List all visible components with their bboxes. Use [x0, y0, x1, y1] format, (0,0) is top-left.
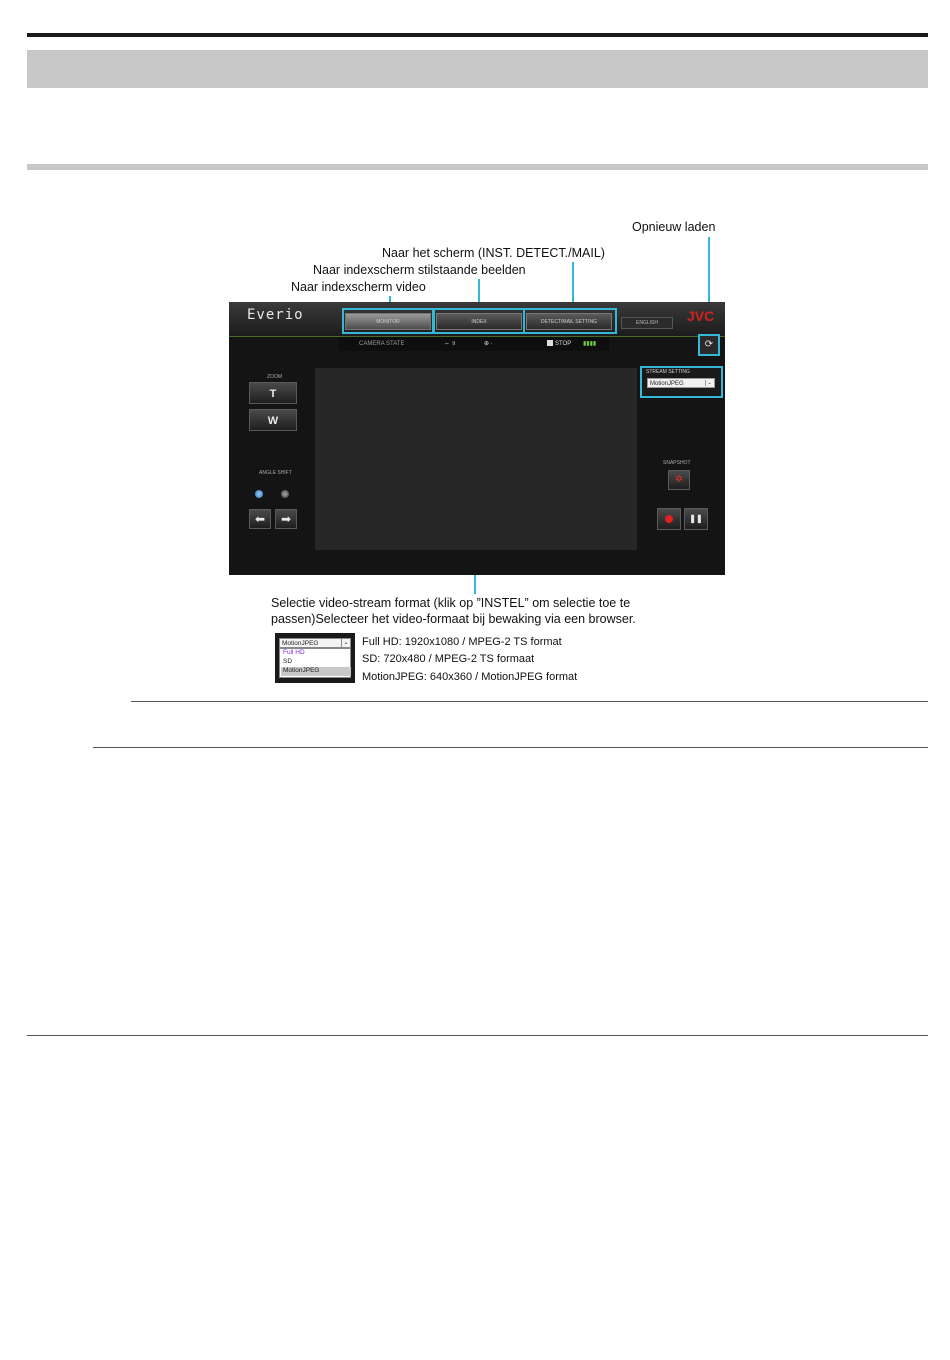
signal-icon: ▮▮▮▮ — [583, 341, 597, 347]
format-desc-motionjpeg: MotionJPEG: 640x360 / MotionJPEG format — [362, 671, 578, 683]
monitor-screenshot — [229, 302, 725, 575]
tab-index[interactable]: INDEX — [436, 313, 522, 330]
highlight-detect — [523, 308, 617, 334]
angle-indicator-active[interactable] — [255, 490, 263, 498]
stream-setting-panel — [640, 366, 723, 398]
subsection-rule — [27, 164, 928, 170]
format-desc-sd: SD: 720x480 / MPEG-2 TS formaat — [362, 653, 535, 665]
record-button[interactable] — [657, 508, 681, 530]
separator-1 — [131, 701, 928, 702]
separator-2 — [93, 747, 928, 748]
record-icon — [665, 515, 673, 523]
stop-indicator: STOP — [547, 337, 571, 351]
angle-indicator-inactive[interactable] — [281, 490, 289, 498]
arrow-left-icon[interactable]: ⬅ — [249, 509, 271, 529]
zoom-wide-button[interactable]: W — [249, 409, 297, 431]
chevron-down-icon: ⌄ — [705, 380, 713, 386]
zoom-label: ZOOM — [267, 374, 282, 380]
snapshot-button[interactable]: ✲ — [668, 470, 690, 490]
callout-index-video: Naar indexscherm video — [291, 280, 426, 294]
format-dropdown-value: MotionJPEG — [282, 640, 319, 647]
angle-shift-panel — [247, 470, 299, 532]
tab-monitor[interactable]: MONITOR — [345, 313, 431, 330]
highlight-index — [433, 308, 525, 334]
callout-reload: Opnieuw laden — [632, 220, 716, 234]
camera-state-label: CAMERA STATE — [359, 341, 405, 347]
format-dropdown-sample — [275, 633, 355, 683]
format-dropdown-select[interactable] — [279, 638, 351, 648]
everio-logo: Everio — [247, 307, 304, 323]
callout-index-stills: Naar indexscherm stilstaande beelden — [313, 263, 526, 277]
tab-detect-mail-setting[interactable]: DETECT/MAIL SETTING — [526, 313, 612, 330]
reload-icon[interactable]: ⟳ — [698, 334, 720, 356]
format-dropdown-list — [279, 648, 351, 678]
chevron-down-icon: ⌄ — [341, 639, 350, 647]
format-desc-full-hd: Full HD: 1920x1080 / MPEG-2 TS format — [362, 636, 562, 648]
stream-format-value: MotionJPEG — [650, 381, 684, 387]
highlight-monitor — [342, 308, 434, 334]
zoom-icon: ⊕ · — [484, 341, 493, 347]
zoom-tele-button[interactable]: T — [249, 382, 297, 404]
pan-icon: ⇔ ॥ — [444, 341, 456, 347]
video-preview — [315, 368, 637, 550]
pause-button[interactable]: ❚❚ — [684, 508, 708, 530]
callout-detect-screen: Naar het scherm (INST. DETECT./MAIL) — [382, 246, 605, 260]
stream-caption-line-1: Selectie video-stream format (klik op ”INSTEL” om selectie toe te — [271, 596, 631, 610]
snapshot-label: SNAPSHOT — [663, 460, 691, 466]
dropdown-option-motionjpeg[interactable]: MotionJPEG — [281, 667, 351, 676]
dropdown-option-sd[interactable]: SD — [283, 658, 293, 665]
dropdown-option-full-hd[interactable]: Full HD — [283, 649, 305, 656]
section-header-band — [27, 50, 928, 88]
status-bar — [339, 337, 609, 351]
stream-format-select[interactable] — [647, 378, 715, 388]
arrow-right-icon[interactable]: ➡ — [275, 509, 297, 529]
stream-caption-line-2: passen)Selecteer het video-formaat bij bewaking via een browser. — [271, 612, 636, 626]
top-rule — [27, 33, 928, 37]
language-selector[interactable]: ENGLISH — [621, 317, 673, 329]
zoom-panel — [247, 374, 299, 436]
jvc-logo: JVC — [687, 308, 715, 324]
angle-shift-label: ANGLE SHIFT — [259, 470, 292, 476]
stream-setting-label: STREAM SETTING — [646, 369, 690, 375]
separator-3 — [27, 1035, 928, 1036]
